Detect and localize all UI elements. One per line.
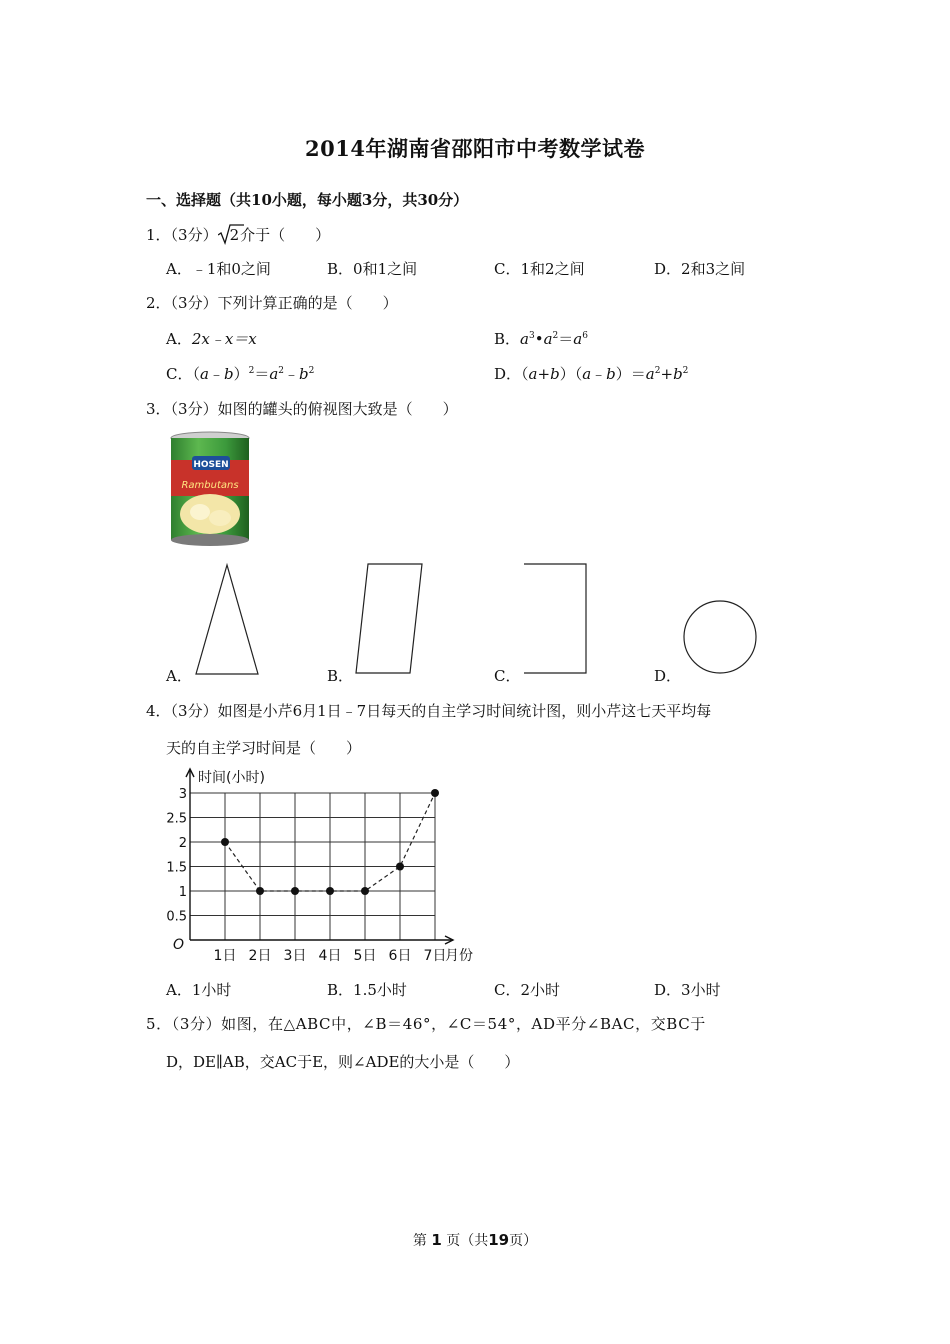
y-axis-label: 时间(小时) <box>198 770 265 786</box>
data-point <box>396 863 404 871</box>
option-b-parallelogram <box>352 560 426 678</box>
y-tick-label: 3 <box>178 787 187 802</box>
q3-option-a: A． <box>166 667 192 685</box>
data-point <box>291 887 299 895</box>
can-product: Rambutans <box>181 480 239 491</box>
q4-option-c: C．2小时 <box>494 981 561 999</box>
page-title: 2014年湖南省邵阳市中考数学试卷 <box>305 136 645 161</box>
section-heading: 一、选择题（共10小题，每小题3分，共30分） <box>146 191 469 209</box>
question-1-number: 1．（3分） <box>146 226 218 244</box>
y-tick-label: 1 <box>178 885 187 900</box>
q4-option-a: A．1小时 <box>166 981 232 999</box>
q1-option-a: A．﹣1和0之间 <box>166 260 271 278</box>
question-1-stem <box>146 224 330 245</box>
q3-option-b: B． <box>327 667 354 685</box>
origin-label: O <box>173 937 185 953</box>
can-image <box>168 430 254 550</box>
radicand: 2 <box>229 226 240 244</box>
option-d-circle <box>679 596 761 678</box>
page-footer: 第 1 页（共19页） <box>412 1231 538 1249</box>
x-tick-label: 7日 <box>423 948 447 964</box>
q4-option-d: D．3小时 <box>654 981 721 999</box>
q2-option-b: B．$a^3•a^2=a^6$ <box>494 330 588 348</box>
q2-option-a-expr: 2x﹣x＝x <box>191 330 257 348</box>
sqrt-symbol <box>218 226 240 244</box>
question-5-line2: D，DE∥AB，交AC于E，则∠ADE的大小是（ ） <box>166 1053 520 1071</box>
y-tick-label: 0.5 <box>166 909 187 925</box>
data-point <box>221 838 229 846</box>
study-time-line-chart <box>164 764 494 970</box>
question-2-stem: 2．（3分）下列计算正确的是（ ） <box>146 294 398 312</box>
option-c-rectangle <box>520 560 592 678</box>
q2-option-d: D．$(a+b)(a﹣b)=a^2+b^2$ <box>494 365 689 383</box>
question-5-line1: 5．（3分）如图，在△ABC中，∠B＝46°，∠C＝54°，AD平分∠BAC，交BC于 <box>146 1015 706 1033</box>
data-point <box>256 887 264 895</box>
x-tick-label: 1日 <box>213 948 237 964</box>
y-tick-label: 1.5 <box>166 860 187 876</box>
data-point <box>431 789 439 797</box>
data-point <box>326 887 334 895</box>
chart-axes <box>186 769 453 944</box>
q2-option-a: A．2x﹣x＝x <box>166 330 257 348</box>
q3-option-c: C． <box>494 667 521 685</box>
x-tick-label: 5日 <box>353 948 377 964</box>
x-tick-label: 4日 <box>318 948 342 964</box>
can-brand: HOSEN <box>193 460 229 470</box>
x-axis-label: 月份 <box>445 948 473 964</box>
question-3-stem: 3．（3分）如图的罐头的俯视图大致是（ ） <box>146 400 458 418</box>
current-page: 1 <box>431 1231 442 1249</box>
y-tick-label: 2.5 <box>166 811 187 827</box>
option-a-triangle <box>190 562 264 678</box>
q1-option-c: C．1和2之间 <box>494 260 585 278</box>
q3-option-d: D． <box>654 667 682 685</box>
q1-option-b: B．0和1之间 <box>327 260 418 278</box>
total-pages: 19 <box>488 1231 510 1249</box>
data-point <box>361 887 369 895</box>
radical-sign-icon <box>218 223 244 245</box>
question-4-stem-line2: 天的自主学习时间是（ ） <box>166 739 362 757</box>
question-4-stem-line1: 4．（3分）如图是小芹6月1日﹣7日每天的自主学习时间统计图，则小芹这七天平均每 <box>146 702 712 720</box>
x-tick-label: 6日 <box>388 948 412 964</box>
question-1-text: 介于（ ） <box>240 226 331 244</box>
x-tick-label: 3日 <box>283 948 307 964</box>
x-tick-label: 2日 <box>248 948 272 964</box>
q2-option-c: C．$(a﹣b)^2=a^2﹣b^2$ <box>166 365 315 383</box>
q1-option-d: D．2和3之间 <box>654 260 746 278</box>
y-tick-label: 2 <box>178 836 187 851</box>
q4-option-b: B．1.5小时 <box>327 981 407 999</box>
